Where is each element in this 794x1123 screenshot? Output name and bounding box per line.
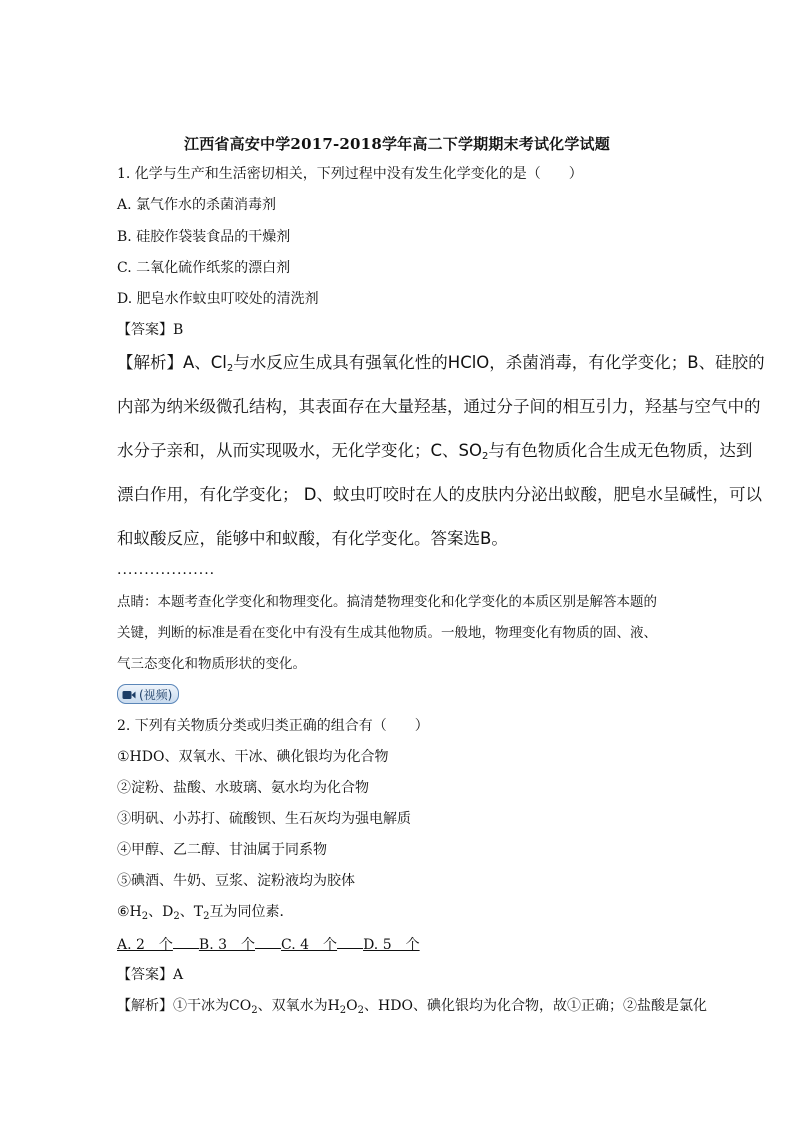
question-2-option-d: D. 5 个 — [363, 937, 420, 953]
dotted-separator: .................. — [117, 562, 216, 578]
question-2-stem: 2. 下列有关物质分类或归类正确的组合有（ ） — [117, 718, 429, 734]
question-2-item-4: ④甲醇、乙二醇、甘油属于同系物 — [117, 842, 327, 858]
tip-line-2: 关键，判断的标准是看在变化中有没有生成其他物质。一般地，物理变化有物质的固、液、 — [117, 625, 657, 641]
question-1-stem: 1. 化学与生产和生活密切相关，下列过程中没有发生化学变化的是（ ） — [117, 166, 583, 182]
answer-blank — [337, 934, 363, 949]
question-2-option-a: A. 2 个 — [117, 937, 173, 953]
question-2-item-1: ①HDO、双氧水、干冰、碘化银均为化合物 — [117, 749, 389, 765]
question-2-option-b: B. 3 个 — [198, 937, 256, 953]
question-1-analysis-line-3: 水分子亲和，从而实现吸水，无化学变化；C、$SO_2$与有色物质化合生成无色物质，达到 — [117, 441, 753, 462]
question-2-item-5: ⑤碘酒、牛奶、豆浆、淀粉液均为胶体 — [117, 873, 355, 889]
video-button[interactable] — [117, 684, 179, 704]
question-2-item-3: ③明矾、小苏打、硫酸钡、生石灰均为强电解质 — [117, 811, 411, 827]
video-camera-icon — [122, 689, 136, 699]
tip-line-3: 气三态变化和物质形状的变化。 — [117, 656, 306, 672]
question-2-answer: 【答案】A — [117, 967, 184, 983]
question-1-option-c: C. 二氧化硫作纸浆的漂白剂 — [117, 260, 291, 276]
question-1-analysis-line-1: 【解析】A、$Cl_2$与水反应生成具有强氧化性的HClO，杀菌消毒，有化学变化；B、硅胶的 — [117, 353, 765, 374]
question-2-item-2: ②淀粉、盐酸、水玻璃、氨水均为化合物 — [117, 780, 369, 796]
question-2-options — [117, 934, 420, 955]
question-1-option-d: D. 肥皂水作蚊虫叮咬处的清洗剂 — [117, 291, 319, 307]
question-1-answer: 【答案】B — [117, 322, 184, 338]
question-1-analysis-line-4: 漂白作用，有化学变化； D、蚊虫叮咬时在人的皮肤内分泌出蚁酸，肥皂水呈碱性，可以 — [117, 485, 762, 504]
question-1-option-a: A. 氯气作水的杀菌消毒剂 — [117, 197, 277, 213]
video-button-label: (视频) — [139, 687, 173, 702]
tip-line-1: 点睛：本题考查化学变化和物理变化。搞清楚物理变化和化学变化的本质区别是解答本题的 — [117, 594, 657, 610]
answer-blank — [173, 934, 199, 949]
question-1-analysis-line-2: 内部为纳米级微孔结构，其表面存在大量羟基，通过分子间的相互引力，羟基与空气中的 — [117, 397, 761, 416]
question-2-analysis-line-1: 【解析】①干冰为$CO_2$、双氧水为$H_2O_2$、HDO、碘化银均为化合物，故①正确；②盐酸是氯化 — [117, 998, 707, 1016]
question-1-analysis-line-5: 和蚁酸反应，能够中和蚁酸，有化学变化。答案选B。 — [117, 529, 508, 548]
question-2-item-6: $⑥H_2$、$D_2$、$T_2$互为同位素． — [117, 904, 294, 922]
question-1-option-b: B. 硅胶作袋装食品的干燥剂 — [117, 229, 291, 245]
page-title: 江西省高安中学2017-2018学年高二下学期期末考试化学试题 — [184, 135, 610, 153]
answer-blank — [255, 934, 281, 949]
question-2-option-c: C. 4 个 — [281, 937, 338, 953]
